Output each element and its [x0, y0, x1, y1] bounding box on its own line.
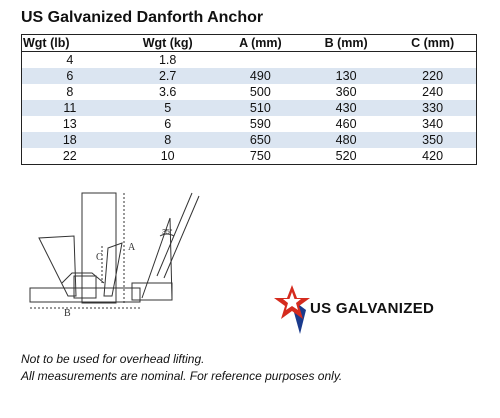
cell-b-mm: 130	[303, 68, 389, 84]
table-row	[22, 148, 477, 165]
cell-weight-lb: 4	[66, 53, 74, 67]
cell-c-mm: 330	[389, 100, 476, 116]
table-row	[22, 132, 477, 148]
cell-b-mm: 480	[303, 132, 389, 148]
anchor-flukes	[39, 236, 122, 296]
table-row	[22, 100, 477, 116]
cell-weight-kg: 2.7	[118, 68, 218, 84]
note-lifting: Not to be used for overhead lifting.	[21, 352, 205, 366]
dimension-label-c: C	[96, 252, 103, 263]
cell-weight-kg: 8	[118, 132, 218, 148]
cell-weight-kg: 10	[160, 149, 175, 163]
cell-a-mm: 500	[249, 85, 271, 99]
header-weight-lb: Wgt (lb)	[22, 35, 118, 52]
table-row	[22, 52, 477, 69]
cell-weight-lb: 18	[22, 132, 118, 148]
cell-weight-kg: 6	[164, 117, 172, 131]
cell-a-mm: 750	[249, 149, 271, 163]
cell-b-mm: 430	[303, 100, 389, 116]
dimension-label-b: B	[64, 308, 71, 319]
cell-c-mm	[389, 52, 476, 69]
header-c-mm: C (mm)	[389, 35, 476, 52]
cell-a-mm	[218, 52, 303, 69]
cell-c-mm: 240	[422, 85, 444, 99]
cell-c-mm: 420	[422, 149, 444, 163]
table-row	[22, 68, 477, 84]
table-header-row	[22, 35, 477, 52]
cell-a-mm: 510	[218, 100, 303, 116]
angle-label: 35°	[162, 229, 173, 236]
cell-weight-kg: 3.6	[158, 85, 177, 99]
cell-b-mm: 360	[335, 85, 357, 99]
cell-b-mm	[303, 52, 389, 69]
page-title: US Galvanized Danforth Anchor	[21, 9, 264, 26]
anchor-diagram	[12, 188, 232, 336]
cell-weight-lb: 8	[66, 85, 74, 99]
cell-c-mm: 340	[422, 117, 444, 131]
header-weight-kg: Wgt (kg)	[118, 35, 218, 52]
cell-b-mm: 460	[335, 117, 357, 131]
cell-weight-lb: 13	[62, 117, 77, 131]
header-b-mm: B (mm)	[303, 35, 389, 52]
disclaimer-notes	[21, 351, 342, 385]
cell-a-mm: 650	[218, 132, 303, 148]
cell-weight-kg: 5	[118, 100, 218, 116]
anchor-shank	[82, 193, 116, 303]
cell-c-mm: 220	[389, 68, 476, 84]
cell-c-mm: 350	[389, 132, 476, 148]
cell-weight-kg: 1.8	[158, 53, 177, 67]
cell-weight-lb: 22	[62, 149, 77, 163]
cell-weight-lb: 11	[22, 100, 118, 116]
note-nominal: All measurements are nominal. For reference purposes only.	[21, 369, 343, 383]
table-row	[22, 116, 477, 132]
cell-a-mm: 590	[249, 117, 271, 131]
cell-weight-lb: 6	[22, 68, 118, 84]
logo-text: US GALVANIZED	[310, 300, 435, 317]
anchor-spec-table	[21, 34, 477, 165]
cell-b-mm: 520	[335, 149, 357, 163]
header-a-mm: A (mm)	[218, 35, 303, 52]
cell-a-mm: 490	[218, 68, 303, 84]
table-row	[22, 84, 477, 100]
dimension-label-a: A	[128, 242, 136, 253]
